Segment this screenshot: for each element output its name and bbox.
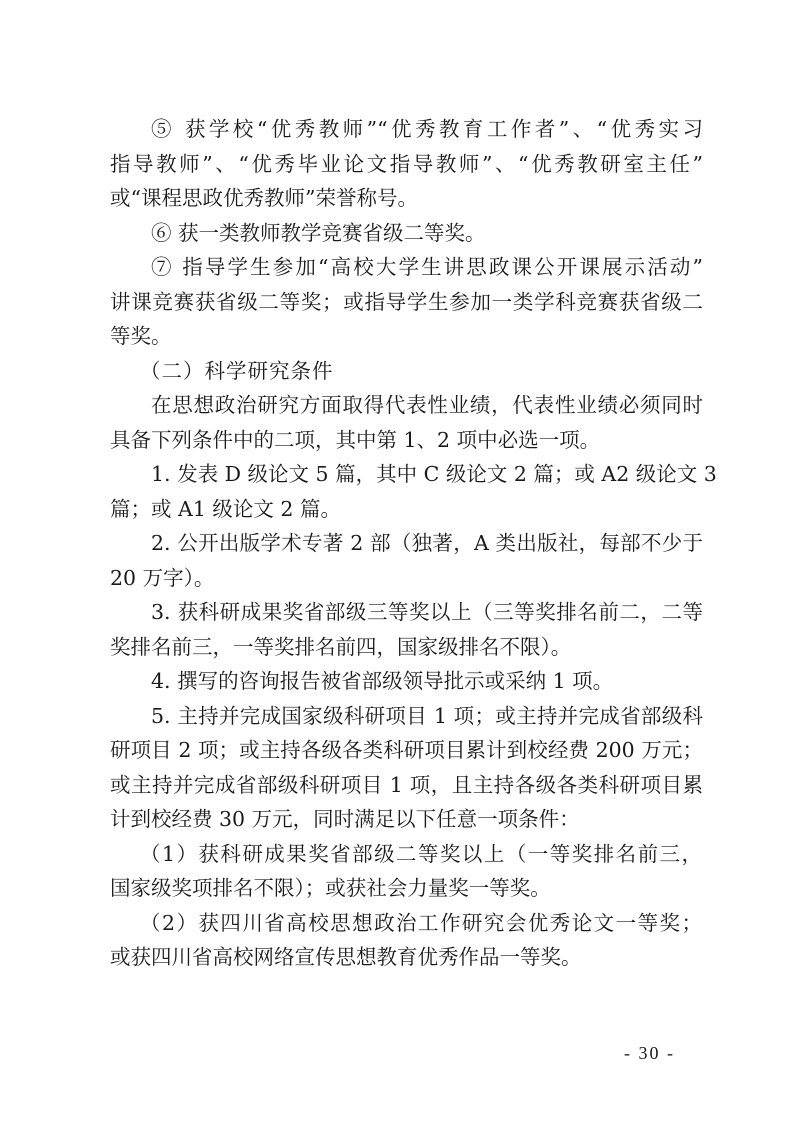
text-line: （1）获科研成果奖省部级二等奖以上（一等奖排名前三， — [140, 841, 703, 866]
text-line: 1. 发表 D 级论文 5 篇，其中 C 级论文 2 篇；或 A2 级论文 3 — [151, 462, 717, 486]
text-line: 具备下列条件中的二项，其中第 1、2 项中必选一项。 — [110, 427, 601, 452]
text-line: 2. 公开出版学术专著 2 部（独著，A 类出版社，每部不少于 — [151, 531, 703, 555]
text-line: 国家级奖项排名不限）；或获社会力量奖一等奖。 — [110, 876, 551, 900]
text-line: ⑦ 指导学生参加“高校大学生讲思政课公开课展示活动” — [151, 255, 703, 279]
text-line: ⑥ 获一类教师教学竞赛省级二等奖。 — [151, 220, 486, 245]
text-line: ⑤ 获学校“优秀教师”“优秀教育工作者”、“优秀实习 — [151, 117, 703, 141]
text-line: 或获四川省高校网络宣传思想教育优秀作品一等奖。 — [110, 945, 582, 969]
document-body — [110, 112, 717, 975]
text-line: 篇；或 A1 级论文 2 篇。 — [110, 496, 341, 521]
text-line: 5. 主持并完成国家级科研项目 1 项；或主持并完成省部级科 — [151, 703, 703, 728]
text-line: 4. 撰写的咨询报告被省部级领导批示或采纳 1 项。 — [151, 669, 614, 693]
text-line: 或“课程思政优秀教师”荣誉称号。 — [110, 186, 418, 210]
text-line: 或主持并完成省部级科研项目 1 项，且主持各级各类科研项目累 — [110, 772, 703, 797]
text-line: 在思想政治研究方面取得代表性业绩，代表性业绩必须同时 — [151, 393, 703, 417]
text-line: 计到校经费 30 万元，同时满足以下任意一项条件： — [110, 807, 580, 831]
text-line: 3. 获科研成果奖省部级三等奖以上（三等奖排名前二，二等 — [151, 600, 703, 624]
text-line: 等奖。 — [110, 324, 172, 348]
text-line: 研项目 2 项；或主持各级各类科研项目累计到校经费 200 万元； — [110, 738, 703, 762]
text-line: 指导教师”、“优秀毕业论文指导教师”、“优秀教研室主任” — [110, 151, 703, 176]
text-line: 奖排名前三，一等奖排名前四，国家级排名不限）。 — [110, 634, 572, 659]
text-line: （二）科学研究条件 — [140, 358, 334, 383]
text-line: 讲课竞赛获省级二等奖；或指导学生参加一类学科竞赛获省级二 — [110, 289, 703, 314]
text-line: （2）获四川省高校思想政治工作研究会优秀论文一等奖； — [140, 910, 703, 935]
page-number: - 30 - — [624, 1043, 675, 1063]
text-line: 20 万字）。 — [110, 565, 215, 590]
